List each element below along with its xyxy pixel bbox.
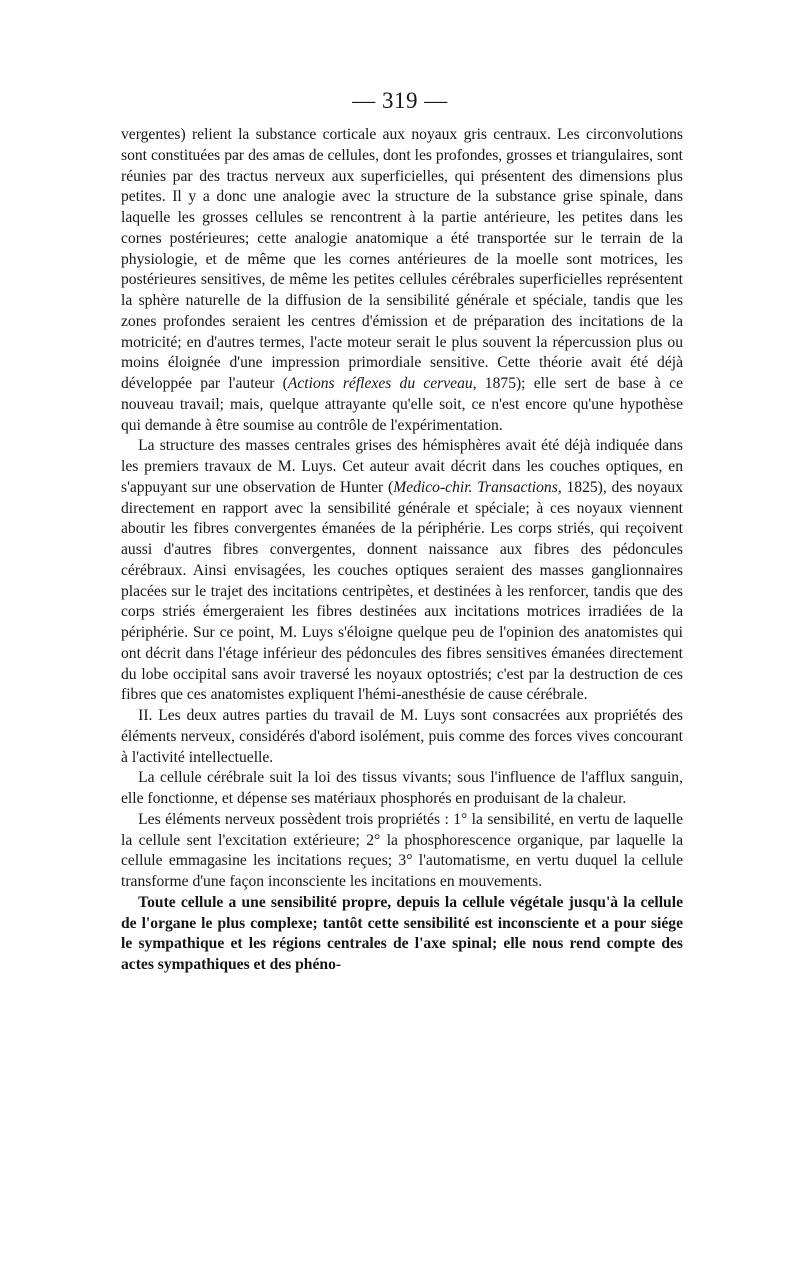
italic-citation: Actions réflexes du cerveau <box>287 375 473 392</box>
page-number: — 319 — <box>352 88 448 113</box>
text-segment: II. Les deux autres parties du travail de M. Luys sont consacrées aux propriétés des éléments nerveux, considérés d'abord isolément, puis comme des forces vives concourant à l'activité intellectuelle. <box>121 707 683 766</box>
body-text <box>121 125 683 976</box>
text-segment: vergentes) relient la substance corticale aux noyaux gris centraux. Les circonvolutions sont constituées par des amas de cellules, dont les profondes, grosses et triangulaires, sont réunies par des tractus nerveux aux superficielles, qui présentent des dimensions plus petites. Il y a donc une analogie avec la structure de la substance grise spinale, dans laquelle les grosses cellules se rencontrent à la partie antérieure, les petites dans les cornes postérieures; cette analogie anatomique a été transportée sur le terrain de la physiologie, et de même que les cornes antérieures de la moelle sont motrices, les postérieures sensitives, de même les petites cellules cérébrales superficielles représentent la sphère naturelle de la diffusion de la sensibilité générale et spéciale, tandis que les zones profondes seraient les centres d'émission et de préparation des incitations de la motricité; en d'autres termes, l'acte moteur serait le plus souvent la répercussion plus ou moins éloignée d'une impression primordiale sensitive. Cette théorie avait été déjà développée par l'auteur ( <box>121 126 683 392</box>
paragraph <box>121 810 683 893</box>
italic-citation: Medico-chir. Transactions <box>393 478 558 496</box>
text-segment: Les éléments nerveux possèdent trois propriétés : 1° la sensibilité, en vertu de laquelle la cellule sent l'excitation extérieure; 2° la phosphorescence organique, par laquelle la cellule emmagasine les incitations reçues; 3° l'automatisme, en vertu duquel la cellule transforme d'une façon inconsciente les incitations en mouvements. <box>121 810 683 890</box>
paragraph <box>121 706 683 768</box>
text-segment: , 1825), des noyaux directement en rapport avec la sensibilité générale et spéciale; à ces noyaux viennent aboutir les fibres convergentes émanées de la périphérie. Les corps striés, qui reçoivent aussi d'autres fibres convergentes, donnent naissance aux fibres des pédoncules cérébraux. Ainsi envisagées, les couches optiques seraient des masses ganglionnaires placées sur le trajet des incitations centripètes, et destinées à les renforcer, tandis que des corps striés émergeraient les fibres destinées aux incitations motrices irradiées de la périphérie. Sur ce point, M. Luys s'éloigne quelque peu de l'opinion des anatomistes qui ont décrit dans l'étage inférieur des pédoncules des fibres sensitives émanées directement du lobe occipital sans avoir traversé les noyaux optostriés; c'est par la destruction de ces fibres que ces anatomistes expliquent l'hémi-anesthésie de cause cérébrale. <box>121 478 683 704</box>
paragraph <box>121 893 683 976</box>
text-segment: La cellule cérébrale suit la loi des tissus vivants; sous l'influence de l'afflux sanguin, elle fonctionne, et dépense ses matériaux phosphorés en produisant de la chaleur. <box>121 769 683 807</box>
paragraph <box>121 768 683 810</box>
text-segment: Toute cellule a une sensibilité propre, depuis la cellule végétale jusqu'à la cellule de l'organe le plus complexe; tantôt cette sensibilité est inconsciente et a pour siége le sympathique et les régions centrales de l'axe spinal; elle nous rend compte des actes sympathiques et des phéno- <box>121 893 683 973</box>
paragraph <box>121 125 683 436</box>
text-segment: La structure des masses centrales grises des hémisphères avait été déjà indiquée dans les premiers travaux de M. Luys. Cet auteur avait décrit dans les couches optiques, en s'appuyant sur une observation de Hunter ( <box>121 437 683 496</box>
text-segment: , 1875); elle sert de base à ce nouveau travail; mais, quelque attrayante qu'elle soit, ce n'est encore qu'une hypothèse qui demande à être soumise au contrôle de l'expérimentation. <box>121 375 683 434</box>
paragraph <box>121 436 683 706</box>
